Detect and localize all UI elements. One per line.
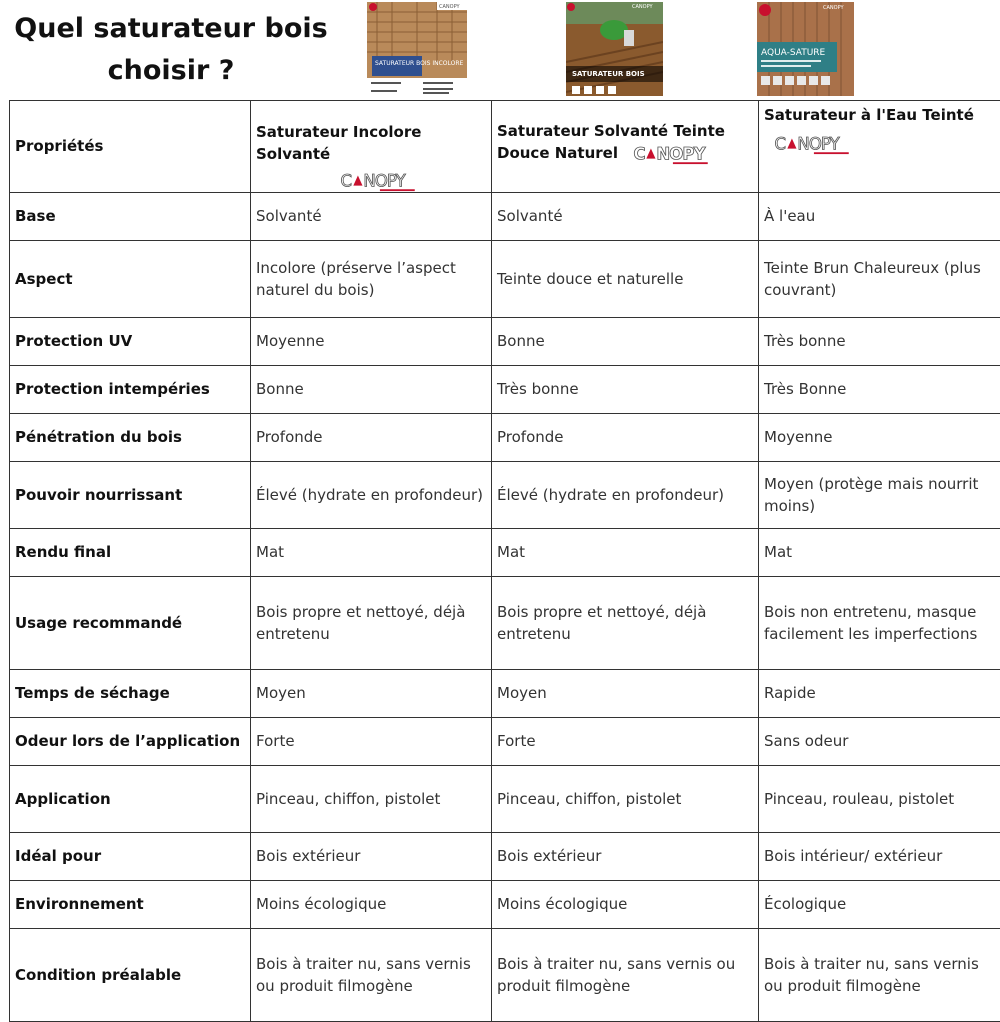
page-title (0, 8, 342, 92)
product-image-aqua-sature-brand: CANOPY (823, 5, 844, 11)
header-col-teinte-douce-label-2: Douce Naturel (497, 144, 618, 162)
canopy-logo (764, 126, 995, 155)
table-row (10, 765, 1000, 832)
header-col-teinte-douce (492, 101, 759, 193)
canopy-logo (631, 143, 713, 165)
header-col-teinte-douce-label-1: Saturateur Solvanté Teinte (497, 120, 753, 142)
product-image-teinte-douce (566, 2, 663, 96)
row-property-cell: Protection intempéries (10, 365, 251, 413)
row-value-cell: Moyenne (251, 317, 492, 365)
row-property-cell: Usage recommandé (10, 576, 251, 669)
header-col-incolore (251, 101, 492, 193)
row-value-cell: Très Bonne (759, 365, 1000, 413)
product-image-incolore-brand: CANOPY (439, 4, 460, 10)
row-value-cell: Bois intérieur/ extérieur (759, 832, 1000, 880)
header-col-incolore-label: Saturateur Incolore Solvanté (256, 121, 486, 165)
row-value-cell: Bois propre et nettoyé, déjà entretenu (251, 576, 492, 669)
row-property-cell: Pouvoir nourrissant (10, 461, 251, 528)
row-value-cell: Solvanté (251, 192, 492, 240)
row-value-cell: Teinte douce et naturelle (492, 240, 759, 317)
row-value-cell: Très bonne (492, 365, 759, 413)
row-value-cell: Mat (251, 528, 492, 576)
canopy-logo (256, 165, 486, 192)
table-row (10, 832, 1000, 880)
row-value-cell: Pinceau, rouleau, pistolet (759, 765, 1000, 832)
table-row (10, 528, 1000, 576)
row-value-cell: À l'eau (759, 192, 1000, 240)
row-value-cell: Teinte Brun Chaleureux (plus couvrant) (759, 240, 1000, 317)
row-value-cell: Bois à traiter nu, sans vernis ou produit filmogène (759, 928, 1000, 1021)
table-row (10, 365, 1000, 413)
row-value-cell: Sans odeur (759, 717, 1000, 765)
table-row (10, 576, 1000, 669)
row-value-cell: Moyen (protège mais nourrit moins) (759, 461, 1000, 528)
row-value-cell: Incolore (préserve l’aspect naturel du bois) (251, 240, 492, 317)
row-value-cell: Bois extérieur (251, 832, 492, 880)
page-title-line1: Quel saturateur bois (0, 8, 342, 50)
page-title-line2: choisir ? (0, 50, 342, 92)
row-value-cell: Profonde (492, 413, 759, 461)
row-value-cell: Forte (492, 717, 759, 765)
product-image-incolore (367, 2, 467, 96)
row-property-cell: Environnement (10, 880, 251, 928)
table-row (10, 928, 1000, 1021)
row-value-cell: Profonde (251, 413, 492, 461)
table-row (10, 461, 1000, 528)
row-value-cell: Solvanté (492, 192, 759, 240)
row-value-cell: Bois à traiter nu, sans vernis ou produit filmogène (251, 928, 492, 1021)
table-row (10, 192, 1000, 240)
row-value-cell: Moyen (251, 669, 492, 717)
table-row (10, 317, 1000, 365)
table-row (10, 669, 1000, 717)
row-property-cell: Base (10, 192, 251, 240)
product-image-aqua-sature-text: AQUA-SATURE (761, 48, 826, 58)
row-value-cell: Bois non entretenu, masque facilement les imperfections (759, 576, 1000, 669)
row-value-cell: Forte (251, 717, 492, 765)
header-col-eau-teinte-label: Saturateur à l'Eau Teinté (764, 104, 995, 126)
row-value-cell: Moyenne (759, 413, 1000, 461)
header-property: Propriétés (10, 101, 251, 193)
table-row (10, 240, 1000, 317)
row-value-cell: Très bonne (759, 317, 1000, 365)
row-value-cell: Bois à traiter nu, sans vernis ou produit filmogène (492, 928, 759, 1021)
row-value-cell: Bois propre et nettoyé, déjà entretenu (492, 576, 759, 669)
row-property-cell: Rendu final (10, 528, 251, 576)
table-row (10, 880, 1000, 928)
row-value-cell: Mat (492, 528, 759, 576)
row-value-cell: Moins écologique (492, 880, 759, 928)
product-image-incolore-text: SATURATEUR BOIS INCOLORE (375, 60, 464, 67)
table-row (10, 413, 1000, 461)
row-value-cell: Pinceau, chiffon, pistolet (492, 765, 759, 832)
row-value-cell: Moins écologique (251, 880, 492, 928)
row-property-cell: Pénétration du bois (10, 413, 251, 461)
comparison-table (9, 100, 1000, 1022)
row-value-cell: Bonne (251, 365, 492, 413)
product-image-aqua-sature (757, 2, 854, 96)
row-property-cell: Condition préalable (10, 928, 251, 1021)
row-property-cell: Application (10, 765, 251, 832)
row-property-cell: Odeur lors de l’application (10, 717, 251, 765)
row-value-cell: Moyen (492, 669, 759, 717)
row-property-cell: Protection UV (10, 317, 251, 365)
row-property-cell: Idéal pour (10, 832, 251, 880)
header-col-eau-teinte (759, 101, 1000, 193)
row-value-cell: Mat (759, 528, 1000, 576)
row-value-cell: Écologique (759, 880, 1000, 928)
row-value-cell: Bonne (492, 317, 759, 365)
product-image-teinte-douce-brand: CANOPY (632, 4, 653, 10)
row-value-cell: Pinceau, chiffon, pistolet (251, 765, 492, 832)
row-value-cell: Élevé (hydrate en profondeur) (492, 461, 759, 528)
row-property-cell: Aspect (10, 240, 251, 317)
table-header-row (10, 101, 1000, 193)
table-row (10, 717, 1000, 765)
row-value-cell: Bois extérieur (492, 832, 759, 880)
row-property-cell: Temps de séchage (10, 669, 251, 717)
row-value-cell: Élevé (hydrate en profondeur) (251, 461, 492, 528)
row-value-cell: Rapide (759, 669, 1000, 717)
product-image-teinte-douce-text: SATURATEUR BOIS (572, 70, 645, 78)
